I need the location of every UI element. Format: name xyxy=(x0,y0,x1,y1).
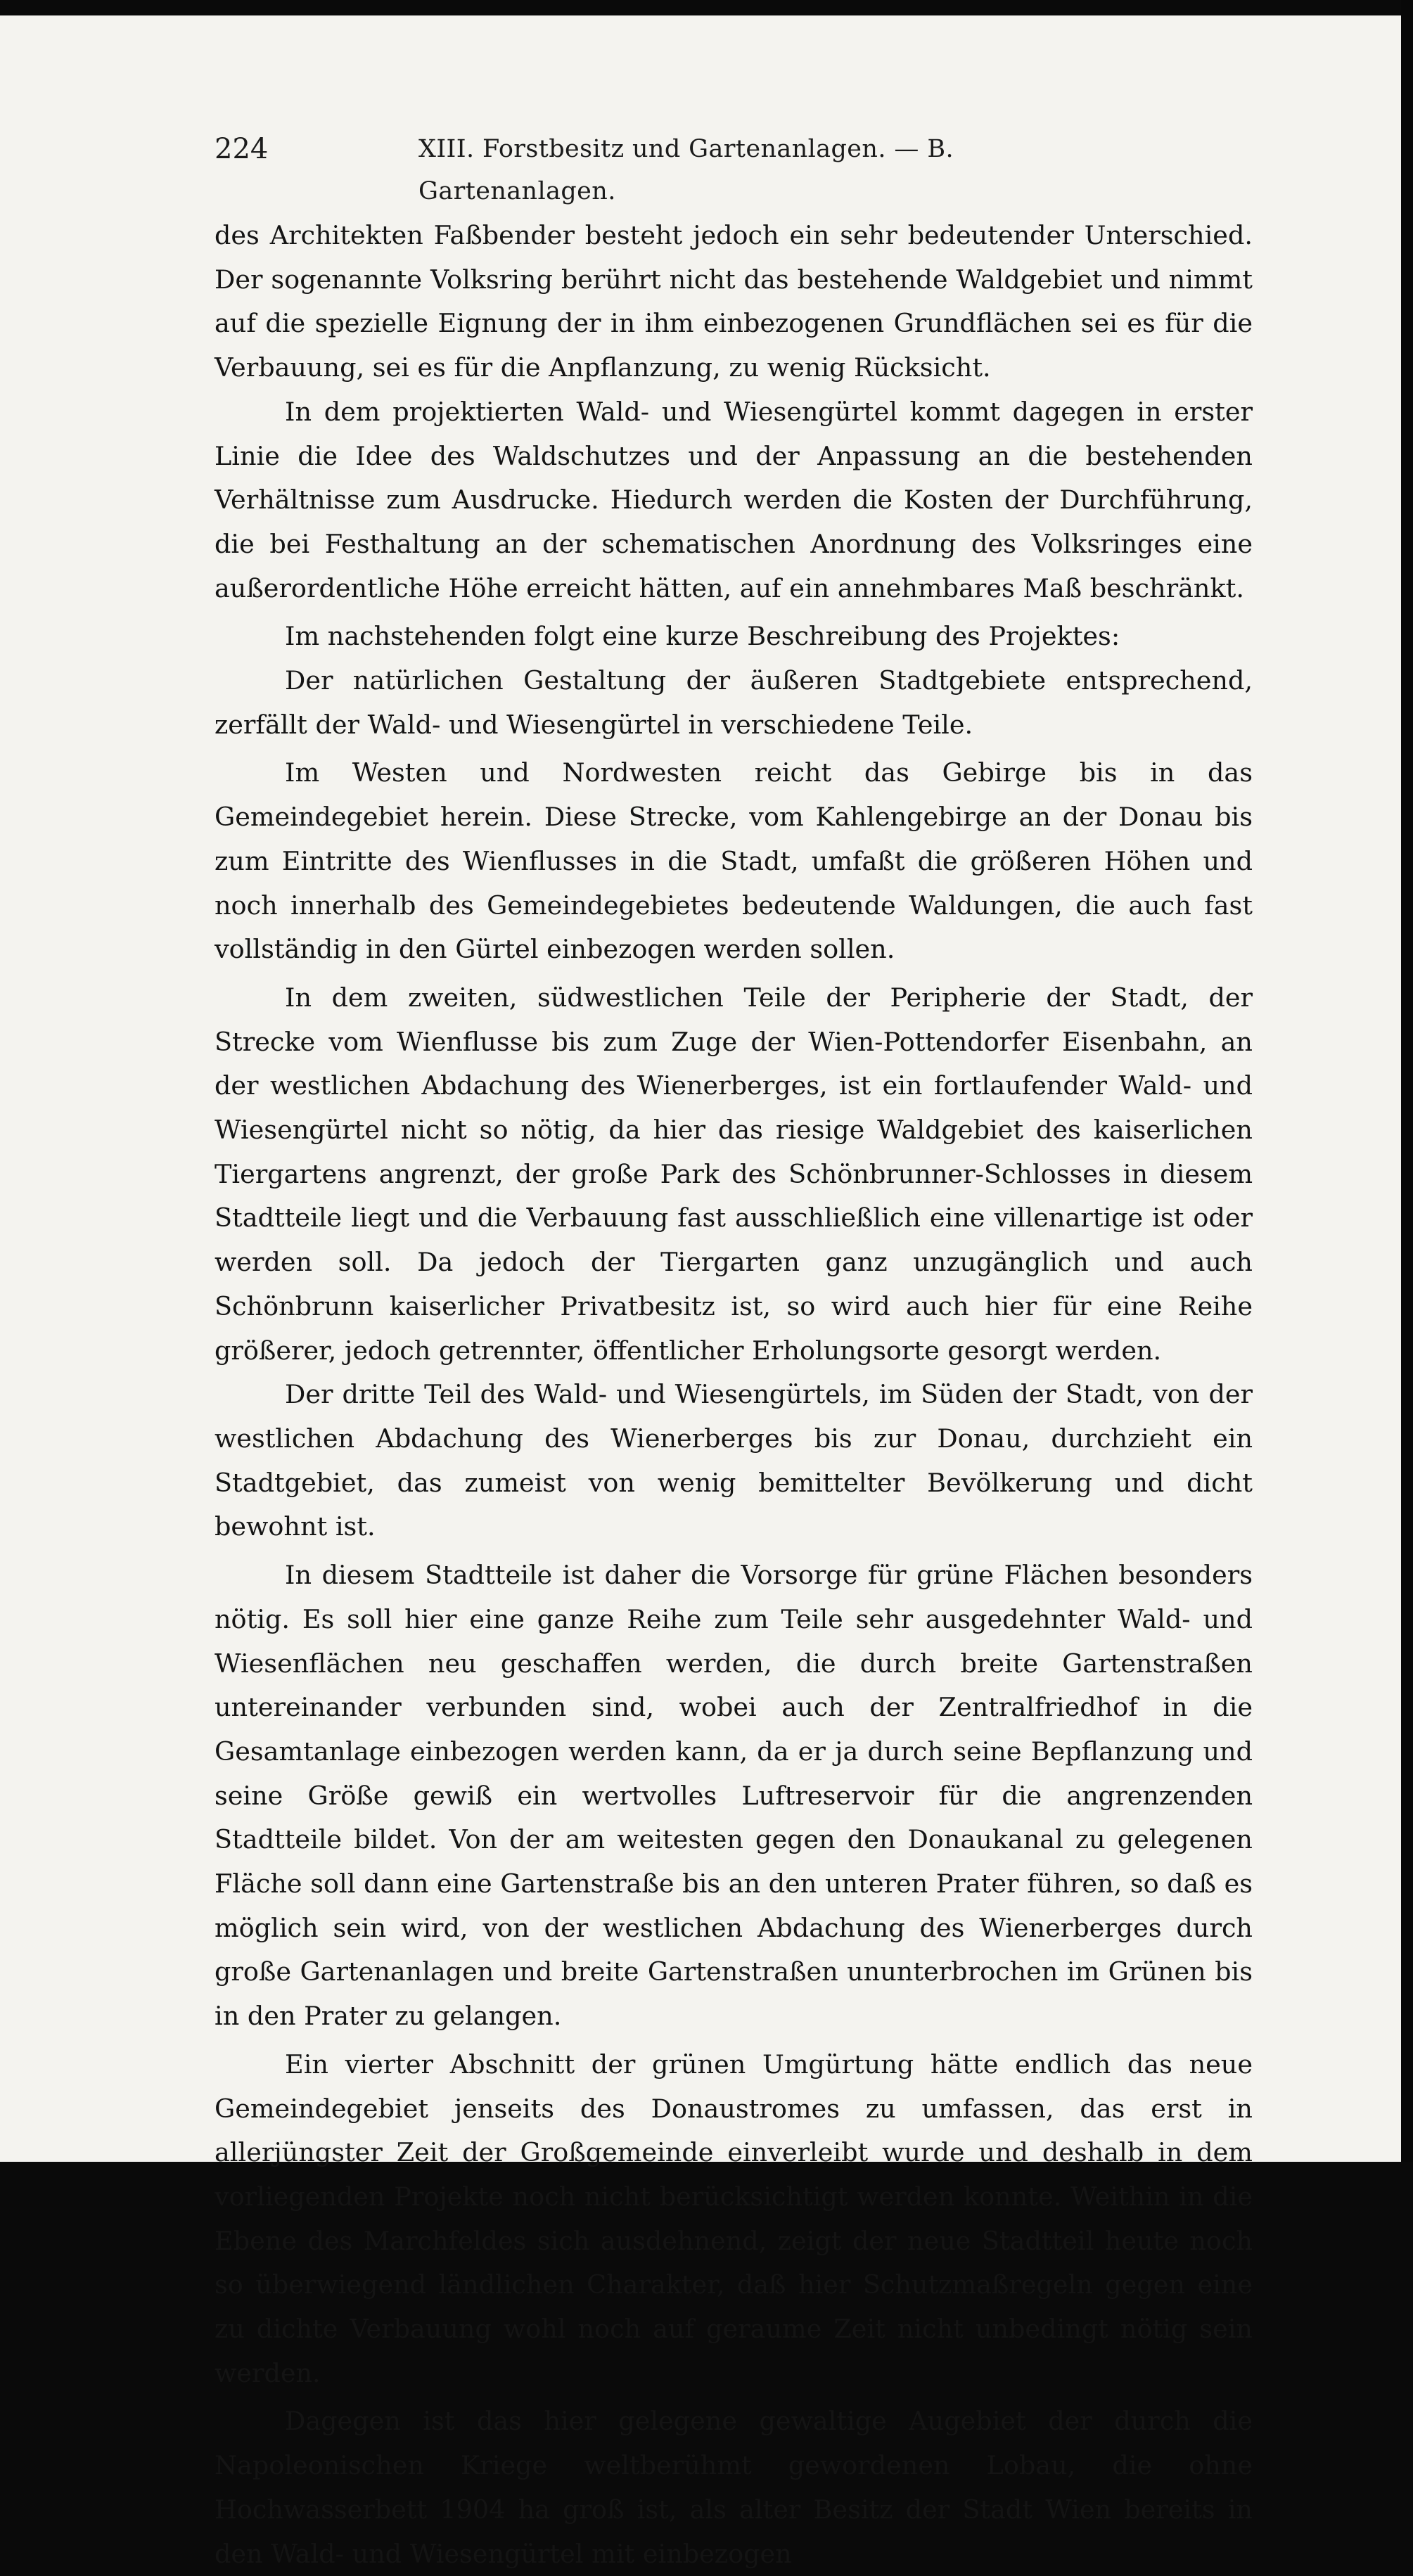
book-page xyxy=(0,15,1401,2569)
paragraph-6: In dem zweiten, südwestlichen Teile der Peripherie der Stadt, der Strecke vom Wienflusse bis zum Zuge der Wien-Pottendorfer Eisenbahn, an der westlichen Abdachung des Wienerberges, ist ein fortlaufender Wald- und Wiesengürtel nicht so nötig, da hier das riesige Waldgebiet des kaiserlichen Tiergartens angrenzt, der große Park des Schönbrunner-Schlosses in diesem Stadtteile liegt und die Verbauung fast ausschließlich eine villenartige ist oder werden soll. Da jedoch der Tiergarten ganz unzugänglich und auch Schönbrunn kaiserlicher Privatbesitz ist, so wird auch hier für eine Reihe größerer, jedoch getrennter, öffentlicher Erholungsorte gesorgt werden. xyxy=(215,982,1253,1366)
body-text xyxy=(215,214,1253,2576)
page-header xyxy=(215,128,1129,205)
paragraph-7: Der dritte Teil des Wald- und Wiesengürtels, im Süden der Stadt, von der westlichen Abdachung des Wienerberges bis zur Donau, durchzieht ein Stadtgebiet, das zumeist von wenig bemittelter Bevölkerung und dicht bewohnt ist. xyxy=(215,1379,1253,1542)
running-title: XIII. Forstbesitz und Gartenanlagen. — B. Gartenanlagen. xyxy=(418,135,954,205)
page-number: 224 xyxy=(215,133,269,165)
paragraph-10: Dagegen ist das hier gelegene gewaltige Augebiet der durch die Napoleonischen Kriege weltberühmt gewordenen Lobau, die ohne Hochwasserbett 1904 ha groß ist, als alter Besitz der Stadt Wien bereits in den Wald- und Wiesengürtel mit einbezogen xyxy=(215,2406,1253,2569)
paragraph-5: Im Westen und Nordwesten reicht das Gebirge bis in das Gemeindegebiet herein. Diese Strecke, vom Kahlengebirge an der Donau bis zum Eintritte des Wienflusses in die Stadt, umfaßt die größeren Höhen und noch innerhalb des Gemeindegebietes bedeutende Waldungen, die auch fast vollständig in den Gürtel einbezogen werden sollen. xyxy=(215,757,1253,965)
paragraph-1: des Architekten Faßbender besteht jedoch ein sehr bedeutender Unterschied. Der sogenannte Volksring berührt nicht das bestehende Waldgebiet und nimmt auf die spezielle Eignung der in ihm einbezogenen Grundflächen sei es für die Verbauung, sei es für die Anpflanzung, zu wenig Rücksicht. xyxy=(215,220,1253,383)
paragraph-9: Ein vierter Abschnitt der grünen Umgürtung hätte endlich das neue Gemeindegebiet jenseits des Donaustromes zu umfassen, das erst in allerjüngster Zeit der Großgemeinde einverleibt wurde und deshalb in dem vorliegenden Projekte noch nicht berücksichtigt werden konnte. Weithin in die Ebene des Marchfeldes sich ausdehnend, zeigt der neue Stadtteil heute noch so überwiegend ländlichen Charakter, daß hier Schutzmaßregeln gegen eine zu dichte Verbauung wohl noch auf geraume Zeit nicht unbedingt nötig sein werden. xyxy=(215,2049,1253,2388)
scan-edge-shadow xyxy=(1401,0,1413,2162)
paragraph-2: In dem projektierten Wald- und Wiesengürtel kommt dagegen in erster Linie die Idee des Waldschutzes und der Anpassung an die bestehenden Verhältnisse zum Ausdrucke. Hiedurch werden die Kosten der Durchführung, die bei Festhaltung an der schematischen Anordnung des Volksringes eine außerordentliche Höhe erreicht hätten, auf ein annehmbares Maß beschränkt. xyxy=(215,396,1253,603)
paragraph-4: Der natürlichen Gestaltung der äußeren Stadtgebiete entsprechend, zerfällt der Wald- und Wiesengürtel in verschiedene Teile. xyxy=(215,665,1253,740)
paragraph-8: In diesem Stadtteile ist daher die Vorsorge für grüne Flächen besonders nötig. Es soll hier eine ganze Reihe zum Teile sehr ausgedehnter Wald- und Wiesenflächen neu geschaffen werden, die durch breite Gartenstraßen untereinander verbunden sind, wobei auch der Zentralfriedhof in die Gesamtanlage einbezogen werden kann, da er ja durch seine Bepflanzung und seine Größe gewiß ein wertvolles Luftreservoir für die angrenzenden Stadtteile bildet. Von der am weitesten gegen den Donaukanal zu gelegenen Fläche soll dann eine Gartenstraße bis an den unteren Prater führen, so daß es möglich sein wird, von der westlichen Abdachung des Wienerberges durch große Gartenanlagen und breite Gartenstraßen ununterbrochen im Grünen bis in den Prater zu gelangen. xyxy=(215,1560,1253,2032)
paragraph-3: Im nachstehenden folgt eine kurze Beschreibung des Projektes: xyxy=(285,621,1120,652)
